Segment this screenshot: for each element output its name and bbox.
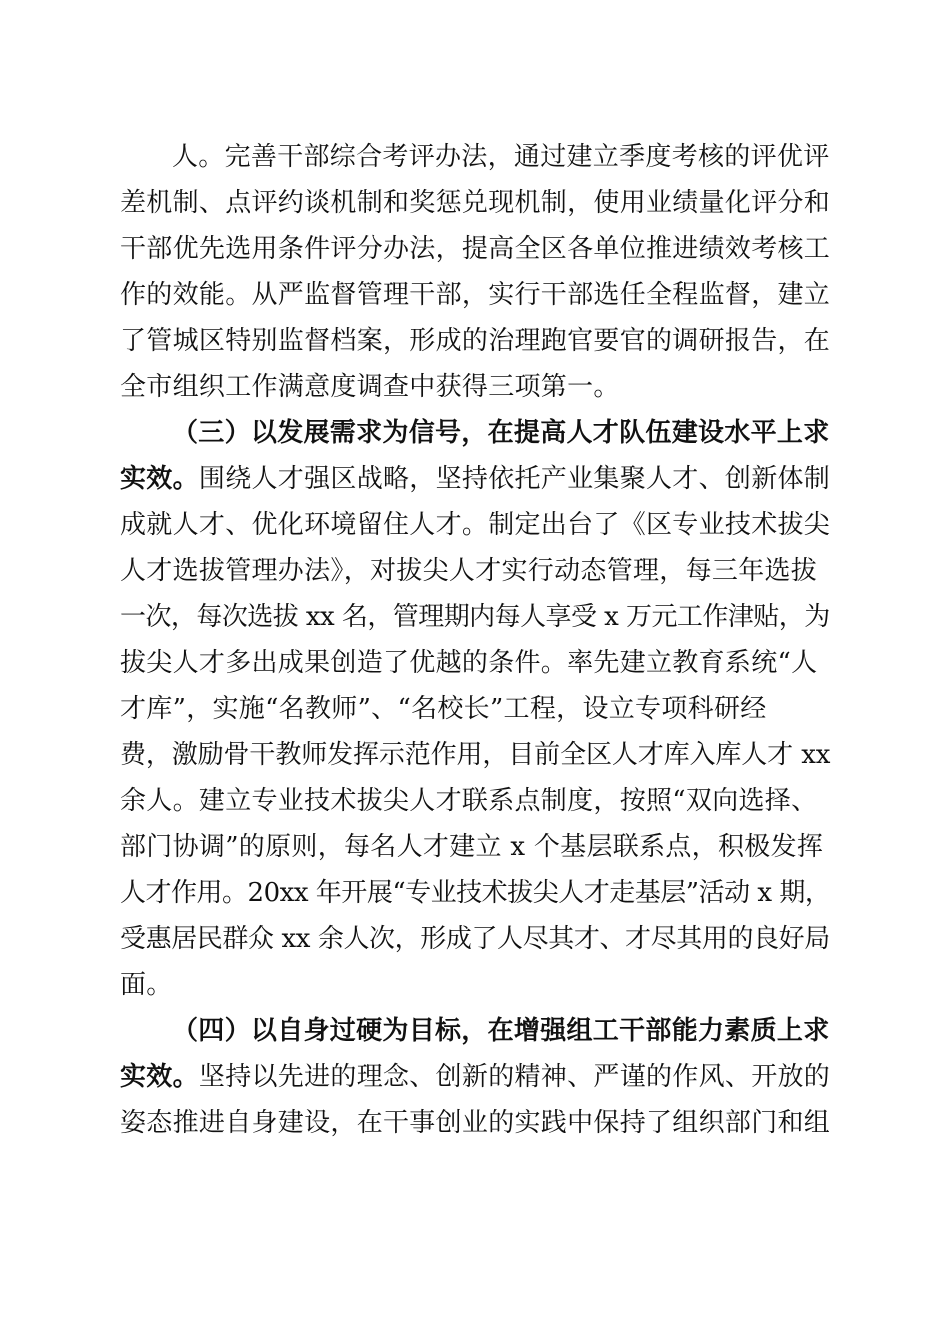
- paragraph-line: 一次，每次选拔 xx 名，管理期内每人享受 x 万元工作津贴，为: [120, 602, 830, 632]
- paragraph-line: 干部优先选用条件评分办法，提高全区各单位推进绩效考核工: [120, 234, 831, 264]
- paragraph-line: [120, 456, 830, 502]
- paragraph-line: 人。完善干部综合考评办法，通过建立季度考核的评优评: [172, 142, 830, 172]
- paragraph-line: 差机制、点评约谈机制和奖惩兑现机制，使用业绩量化评分和: [120, 188, 831, 218]
- paragraph-line: 才库”，实施“名教师”、“名校长”工程，设立专项科研经: [120, 694, 767, 724]
- paragraph-line: 部门协调”的原则，每名人才建立 x 个基层联系点，积极发挥: [120, 832, 824, 862]
- section-4-heading-end: 实效。: [120, 1062, 199, 1092]
- paragraph-line: [120, 1054, 830, 1100]
- section-3-heading: （三）以发展需求为信号，在提高人才队伍建设水平上求: [172, 418, 830, 448]
- section-3-heading-end: 实效。: [120, 464, 199, 494]
- paragraph-line: 姿态推进自身建设，在干事创业的实践中保持了组织部门和组: [120, 1108, 831, 1138]
- paragraph-line: 受惠居民群众 xx 余人次，形成了人尽其才、才尽其用的良好局: [120, 924, 830, 954]
- section-4-text: 坚持以先进的理念、创新的精神、严谨的作风、开放的: [198, 1062, 831, 1092]
- paragraph-line: 作的效能。从严监督管理干部，实行干部选任全程监督，建立: [120, 280, 831, 310]
- section-3-text: 围绕人才强区战略，坚持依托产业集聚人才、创新体制: [198, 464, 831, 494]
- paragraph-line: 人才选拔管理办法》，对拔尖人才实行动态管理，每三年选拔: [120, 556, 818, 586]
- paragraph-line: 拔尖人才多出成果创造了优越的条件。率先建立教育系统“人: [120, 648, 818, 678]
- paragraph-line: 余人。建立专业技术拔尖人才联系点制度，按照“双向选择、: [120, 786, 818, 816]
- paragraph-line: 面。: [120, 970, 173, 1000]
- paragraph-line: 人才作用。20xx 年开展“专业技术拔尖人才走基层”活动 x 期，: [120, 878, 831, 908]
- paragraph-line: 费，激励骨干教师发挥示范作用，目前全区人才库入库人才 xx: [120, 740, 831, 770]
- paragraph-line: 了管城区特别监督档案，形成的治理跑官要官的调研报告，在: [120, 326, 831, 356]
- section-4-heading: （四）以自身过硬为目标，在增强组工干部能力素质上求: [172, 1016, 830, 1046]
- paragraph-line: 全市组织工作满意度调查中获得三项第一。: [120, 372, 620, 402]
- paragraph-line: 成就人才、优化环境留住人才。制定出台了《区专业技术拔尖: [120, 510, 831, 540]
